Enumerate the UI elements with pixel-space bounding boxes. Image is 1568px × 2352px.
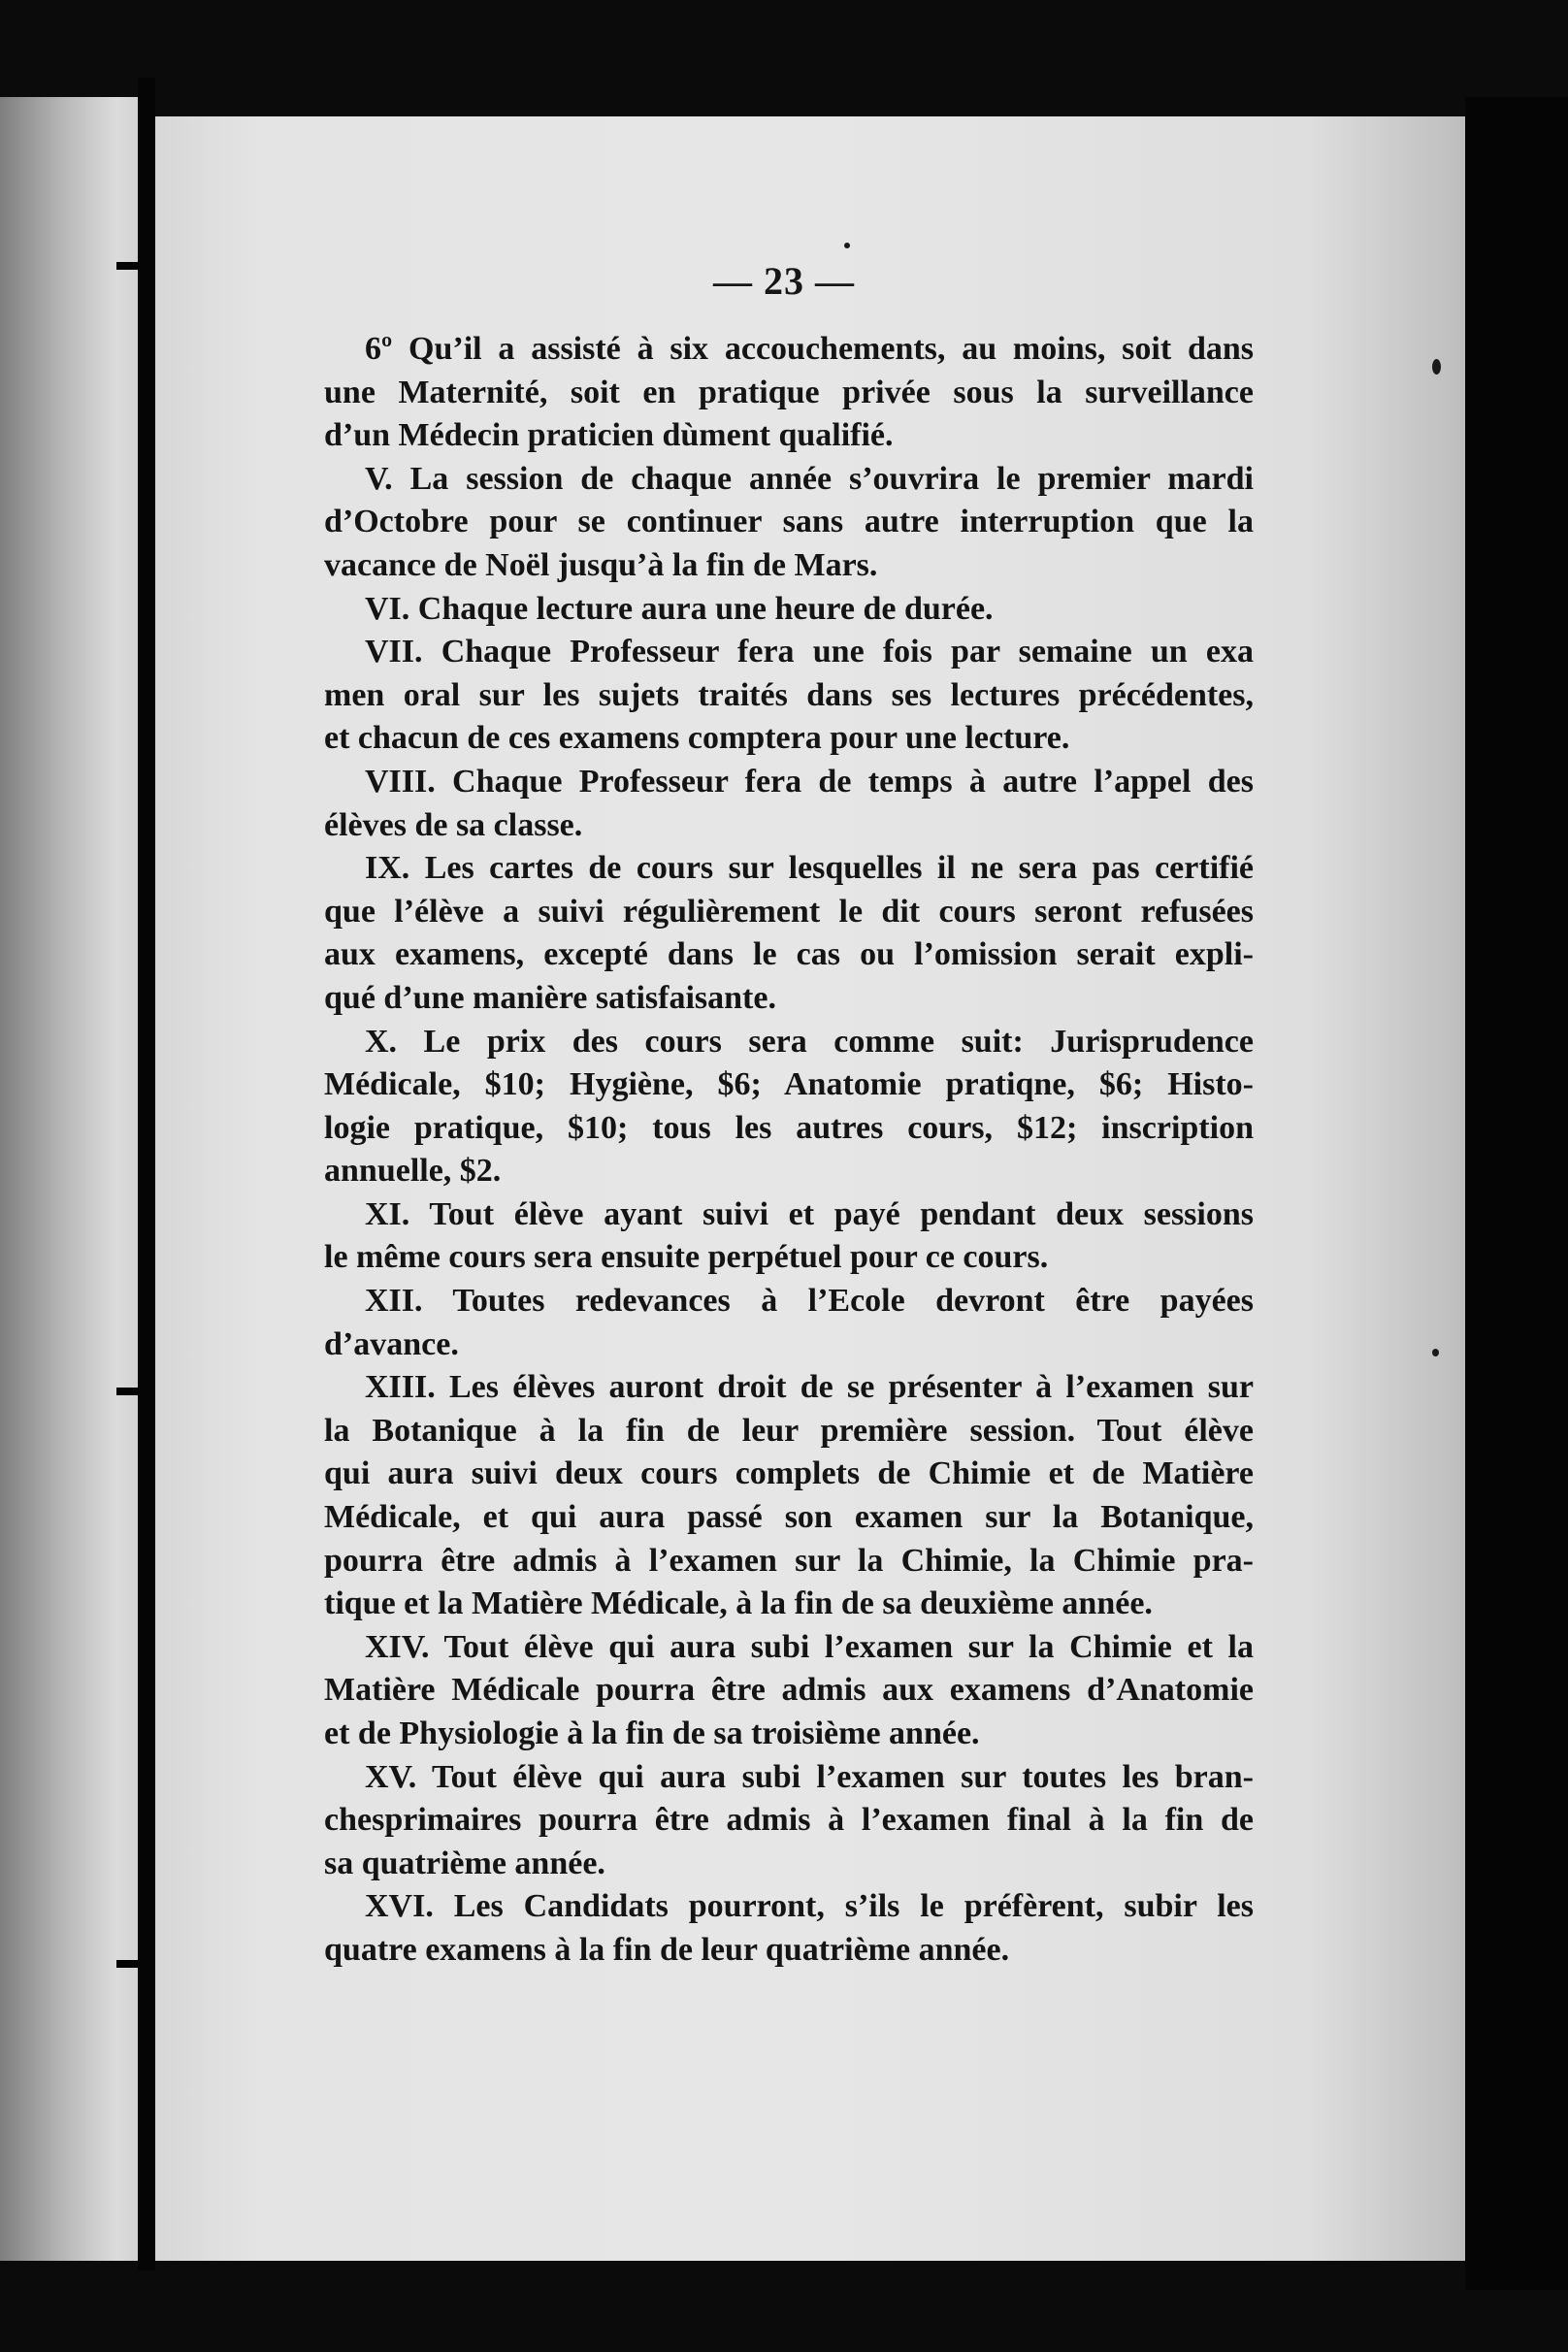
text-line: d’un Médecin praticien dùment qualifié.: [324, 417, 894, 454]
text-line: la Botanique à la fin de leur première session. Tout élève: [324, 1412, 1254, 1449]
text-line: vacance de Noël jusqu’à la fin de Mars.: [324, 546, 878, 583]
text-line: pourra être admis à l’examen sur la Chimie, la Chimie pra-: [324, 1542, 1254, 1579]
text-line: 6º Qu’il a assisté à six accouchements, au moins, soit dans: [365, 331, 1254, 367]
text-line: logie pratique, $10; tous les autres cours, $12; inscription: [324, 1109, 1254, 1146]
ink-speck: [1432, 359, 1441, 375]
gutter-mark: [116, 1960, 155, 1968]
text-line: qui aura suivi deux cours complets de Chimie et de Matière: [324, 1455, 1254, 1492]
text-line: X. Le prix des cours sera comme suit: Jurisprudence: [365, 1023, 1254, 1060]
text-line: V. La session de chaque année s’ouvrira le premier mardi: [365, 460, 1254, 497]
page-edge-shadow: [1465, 97, 1568, 2290]
text-line: VI. Chaque lecture aura une heure de durée.: [365, 590, 994, 627]
text-line: annuelle, $2.: [324, 1153, 502, 1190]
text-line: sa quatrième année.: [324, 1845, 605, 1881]
text-line: XII. Toutes redevances à l’Ecole devront être payées: [365, 1283, 1254, 1320]
text-line: men oral sur les sujets traités dans ses lectures précédentes,: [324, 676, 1254, 713]
text-line: XI. Tout élève ayant suivi et payé pendant deux sessions: [365, 1195, 1254, 1232]
text-line: XIII. Les élèves auront droit de se présenter à l’examen sur: [365, 1369, 1254, 1406]
text-line: Médicale, $10; Hygiène, $6; Anatomie pratiqne, $6; Histo-: [324, 1066, 1254, 1103]
text-line: le même cours sera ensuite perpétuel pour ce cours.: [324, 1239, 1049, 1276]
text-line: et chacun de ces examens comptera pour une lecture.: [324, 720, 1070, 757]
text-line: qué d’une manière satisfaisante.: [324, 979, 776, 1016]
text-line: élèves de sa classe.: [324, 806, 583, 843]
text-line: Médicale, et qui aura passé son examen sur la Botanique,: [324, 1499, 1254, 1536]
ink-speck: [844, 243, 850, 248]
ink-speck: [1432, 1349, 1439, 1356]
gutter-mark: [116, 1388, 155, 1395]
text-line: que l’élève a suivi régulièrement le dit cours seront refusées: [324, 893, 1254, 930]
text-line: XV. Tout élève qui aura subi l’examen sur toutes les bran-: [365, 1758, 1254, 1795]
body-text: [324, 328, 1254, 1973]
text-line: aux examens, excepté dans le cas ou l’omission serait expli-: [324, 936, 1254, 973]
text-line: XVI. Les Candidats pourront, s’ils le préfèrent, subir les: [365, 1888, 1254, 1925]
page-number: — 23 —: [713, 259, 855, 303]
text-line: d’Octobre pour se continuer sans autre interruption que la: [324, 504, 1254, 540]
text-line: Matière Médicale pourra être admis aux examens d’Anatomie: [324, 1672, 1254, 1709]
text-line: d’avance.: [324, 1325, 459, 1362]
text-line: VIII. Chaque Professeur fera de temps à autre l’appel des: [365, 763, 1254, 800]
text-line: et de Physiologie à la fin de sa troisième année.: [324, 1715, 980, 1751]
text-line: VII. Chaque Professeur fera une fois par semaine un exa: [365, 634, 1254, 670]
text-line: tique et la Matière Médicale, à la fin de sa deuxième année.: [324, 1585, 1153, 1622]
previous-page-strip: [0, 97, 146, 2261]
text-line: XIV. Tout élève qui aura subi l’examen sur la Chimie et la: [365, 1628, 1254, 1665]
text-line: IX. Les cartes de cours sur lesquelles il ne sera pas certifié: [365, 850, 1254, 887]
text-line: une Maternité, soit en pratique privée sous la surveillance: [324, 374, 1254, 410]
text-line: chesprimaires pourra être admis à l’examen final à la fin de: [324, 1802, 1254, 1839]
binding-gutter: [138, 78, 155, 2270]
text-line: quatre examens à la fin de leur quatrième année.: [324, 1931, 1010, 1968]
